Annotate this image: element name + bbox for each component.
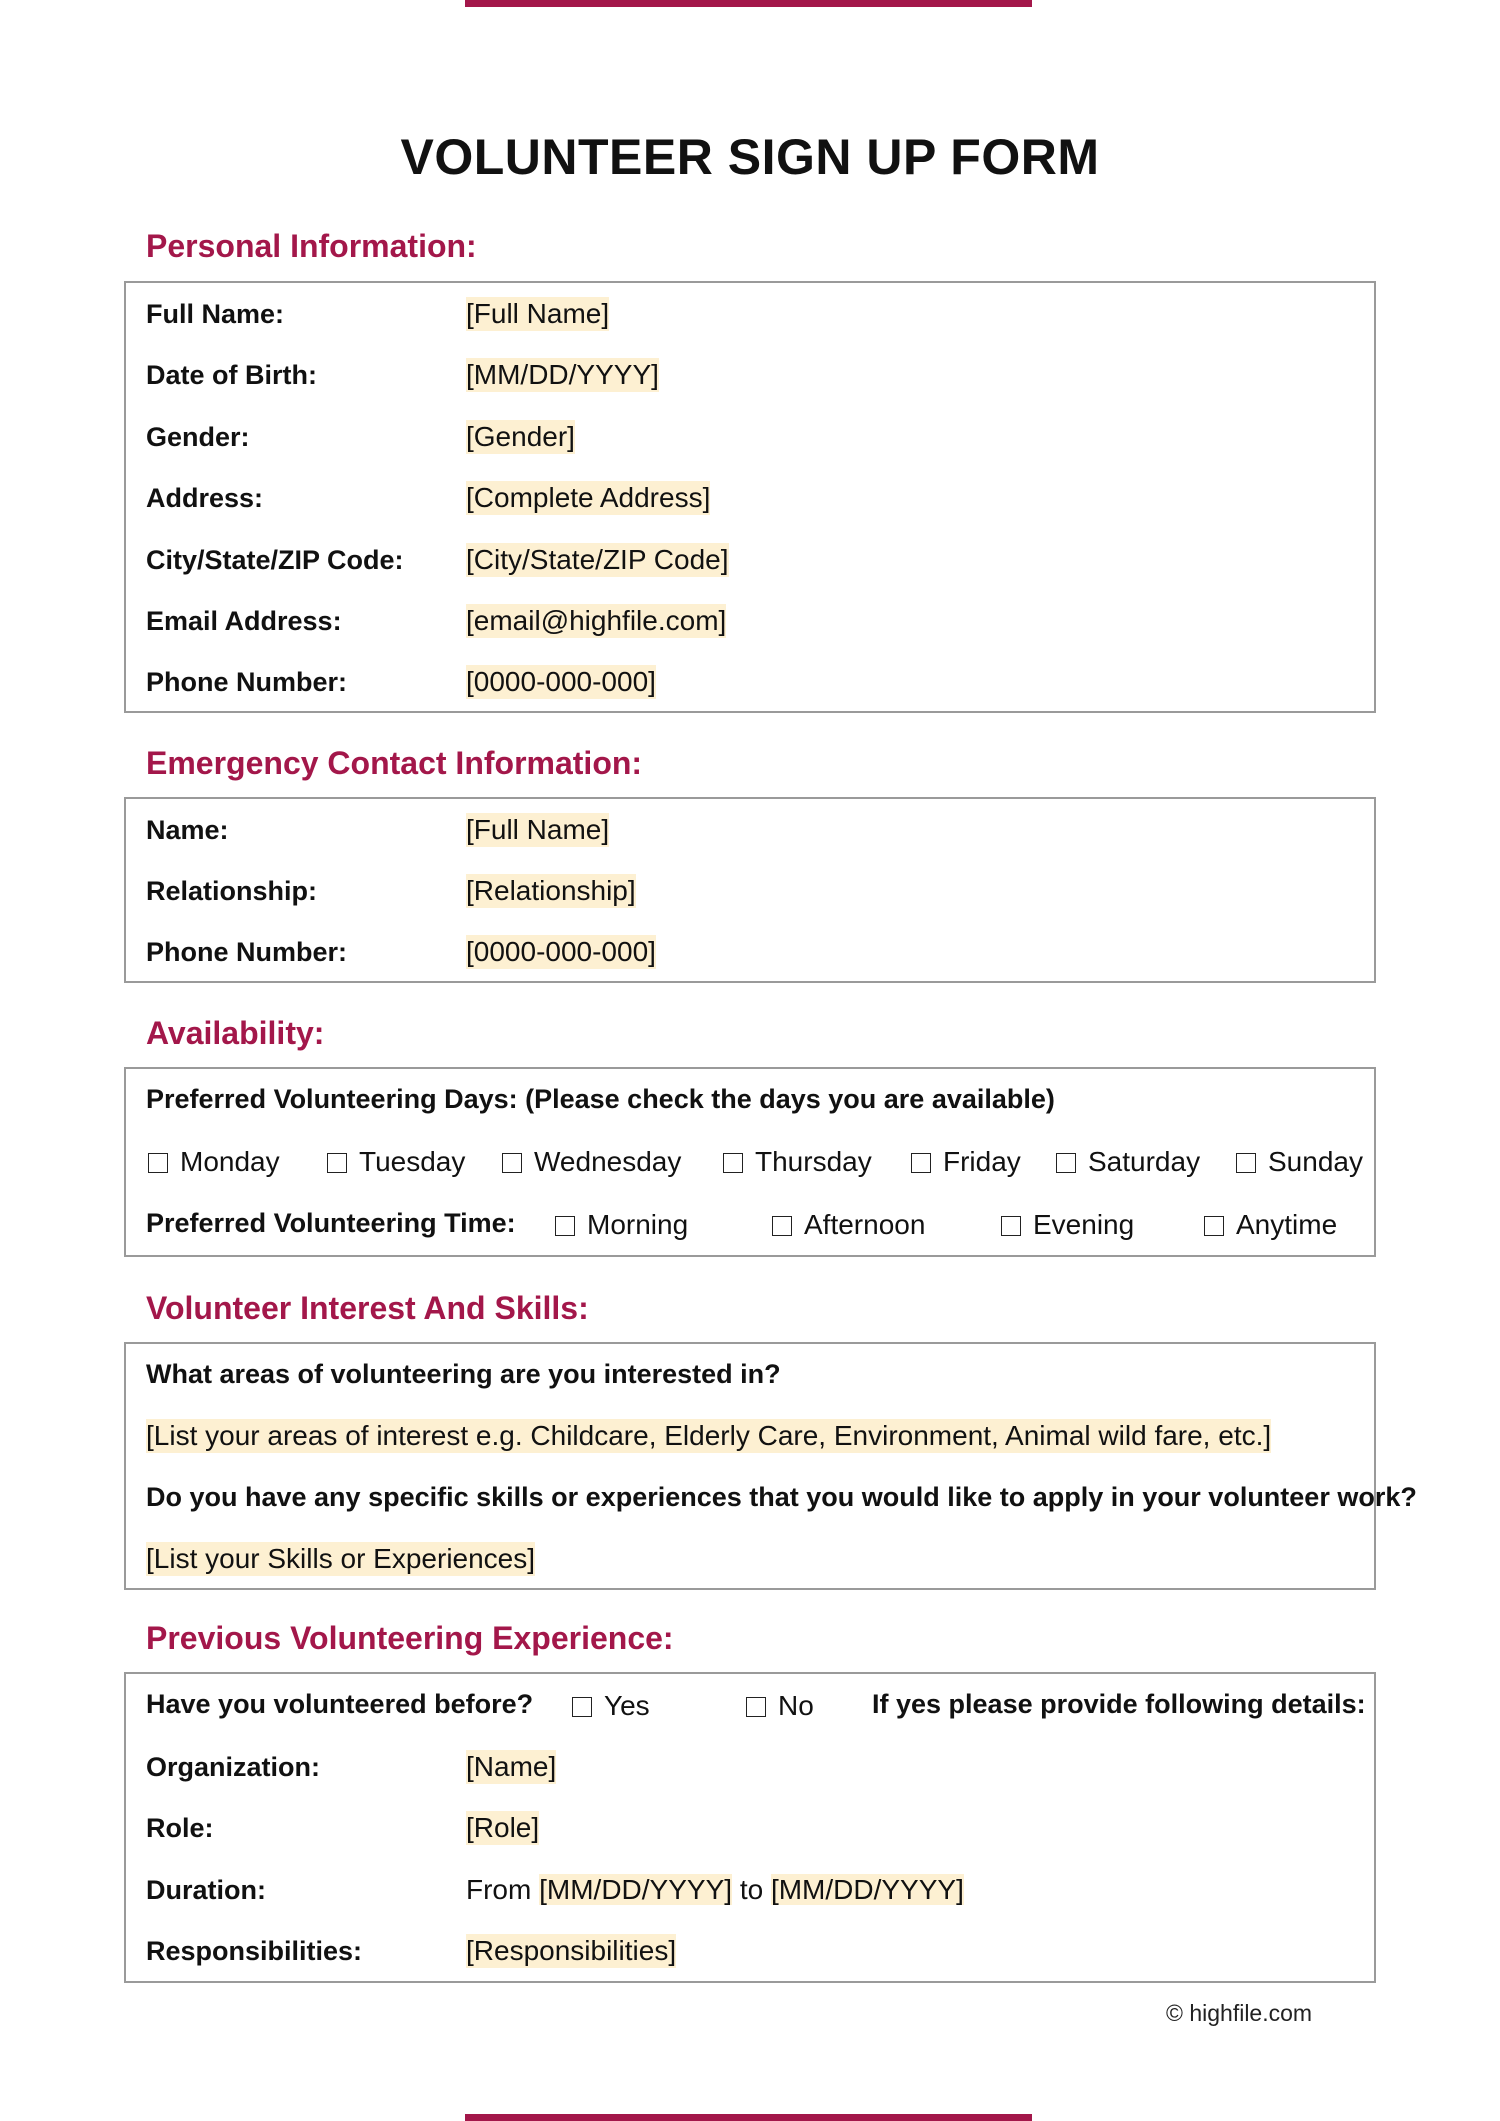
phone-label: Phone Number:: [146, 667, 348, 697]
city-state-zip-label: City/State/ZIP Code:: [146, 545, 404, 575]
duration-end-field[interactable]: [MM/DD/YYYY]: [770, 1874, 964, 1905]
day-checkbox-saturday[interactable]: Saturday: [1056, 1145, 1200, 1179]
days-prompt: Preferred Volunteering Days: (Please check the days you are available): [146, 1084, 1055, 1114]
bottom-accent-bar: [465, 2114, 1032, 2121]
interests-heading: Volunteer Interest And Skills:: [146, 1290, 589, 1326]
full-name-label: Full Name:: [146, 299, 285, 329]
volunteered-before-question: Have you volunteered before?: [146, 1689, 534, 1719]
address-field[interactable]: [Complete Address]: [466, 482, 711, 513]
checkbox-icon: [1204, 1216, 1224, 1236]
checkbox-icon: [502, 1153, 522, 1173]
responsibilities-label: Responsibilities:: [146, 1936, 363, 1966]
checkbox-icon: [327, 1153, 347, 1173]
checkbox-icon: [1236, 1153, 1256, 1173]
emergency-phone-label: Phone Number:: [146, 937, 348, 967]
day-checkbox-sunday[interactable]: Sunday: [1236, 1145, 1363, 1179]
copyright-footer: © highfile.com: [1166, 2000, 1313, 2026]
relationship-field[interactable]: [Relationship]: [466, 875, 636, 906]
phone-field[interactable]: [0000-000-000]: [466, 666, 656, 697]
dob-label: Date of Birth:: [146, 360, 317, 390]
followup-note: If yes please provide following details:: [872, 1689, 1366, 1719]
top-accent-bar: [465, 0, 1032, 7]
no-checkbox[interactable]: No: [746, 1689, 814, 1723]
organization-field[interactable]: [Name]: [466, 1751, 557, 1782]
day-checkbox-wednesday[interactable]: Wednesday: [502, 1145, 681, 1179]
checkbox-icon: [772, 1216, 792, 1236]
skills-answer-field[interactable]: [List your Skills or Experiences]: [146, 1543, 536, 1574]
duration-value: [466, 1873, 964, 1907]
time-checkbox-afternoon[interactable]: Afternoon: [772, 1208, 925, 1242]
interests-question: What areas of volunteering are you interested in?: [146, 1359, 781, 1389]
checkbox-icon: [1056, 1153, 1076, 1173]
organization-label: Organization:: [146, 1752, 320, 1782]
emergency-name-field[interactable]: [Full Name]: [466, 814, 610, 845]
checkbox-icon: [1001, 1216, 1021, 1236]
checkbox-icon: [572, 1697, 592, 1717]
day-checkbox-thursday[interactable]: Thursday: [723, 1145, 872, 1179]
interests-answer-field[interactable]: [List your areas of interest e.g. Childcare, Elderly Care, Environment, Animal wild fare, etc.]: [146, 1420, 1272, 1451]
day-checkbox-friday[interactable]: Friday: [911, 1145, 1021, 1179]
duration-to-text: to: [739, 1874, 764, 1905]
day-checkbox-monday[interactable]: Monday: [148, 1145, 280, 1179]
dob-field[interactable]: [MM/DD/YYYY]: [466, 359, 659, 390]
personal-info-box: [124, 281, 1376, 713]
role-label: Role:: [146, 1813, 214, 1843]
availability-heading: Availability:: [146, 1015, 325, 1051]
page-title: VOLUNTEER SIGN UP FORM: [400, 129, 1100, 185]
personal-info-heading: Personal Information:: [146, 228, 477, 264]
time-checkbox-evening[interactable]: Evening: [1001, 1208, 1134, 1242]
checkbox-icon: [723, 1153, 743, 1173]
day-checkbox-tuesday[interactable]: Tuesday: [327, 1145, 465, 1179]
emergency-heading: Emergency Contact Information:: [146, 745, 643, 781]
duration-start-field[interactable]: [MM/DD/YYYY]: [539, 1874, 733, 1905]
responsibilities-field[interactable]: [Responsibilities]: [466, 1935, 677, 1966]
email-label: Email Address:: [146, 606, 342, 636]
checkbox-icon: [746, 1697, 766, 1717]
checkbox-icon: [148, 1153, 168, 1173]
emergency-name-label: Name:: [146, 815, 229, 845]
gender-field[interactable]: [Gender]: [466, 421, 575, 452]
skills-question: Do you have any specific skills or experiences that you would like to apply in your volunteer work?: [146, 1482, 1417, 1512]
duration-label: Duration:: [146, 1875, 266, 1905]
time-checkbox-anytime[interactable]: Anytime: [1204, 1208, 1337, 1242]
email-field[interactable]: [email@highfile.com]: [466, 605, 727, 636]
checkbox-icon: [555, 1216, 575, 1236]
yes-checkbox[interactable]: Yes: [572, 1689, 650, 1723]
time-prompt: Preferred Volunteering Time:: [146, 1208, 516, 1238]
previous-heading: Previous Volunteering Experience:: [146, 1620, 674, 1656]
time-checkbox-morning[interactable]: Morning: [555, 1208, 688, 1242]
checkbox-icon: [911, 1153, 931, 1173]
duration-from-text: From: [466, 1874, 532, 1905]
emergency-phone-field[interactable]: [0000-000-000]: [466, 936, 656, 967]
full-name-field[interactable]: [Full Name]: [466, 298, 610, 329]
gender-label: Gender:: [146, 422, 250, 452]
city-state-zip-field[interactable]: [City/State/ZIP Code]: [466, 544, 729, 575]
address-label: Address:: [146, 483, 264, 513]
relationship-label: Relationship:: [146, 876, 318, 906]
role-field[interactable]: [Role]: [466, 1812, 540, 1843]
